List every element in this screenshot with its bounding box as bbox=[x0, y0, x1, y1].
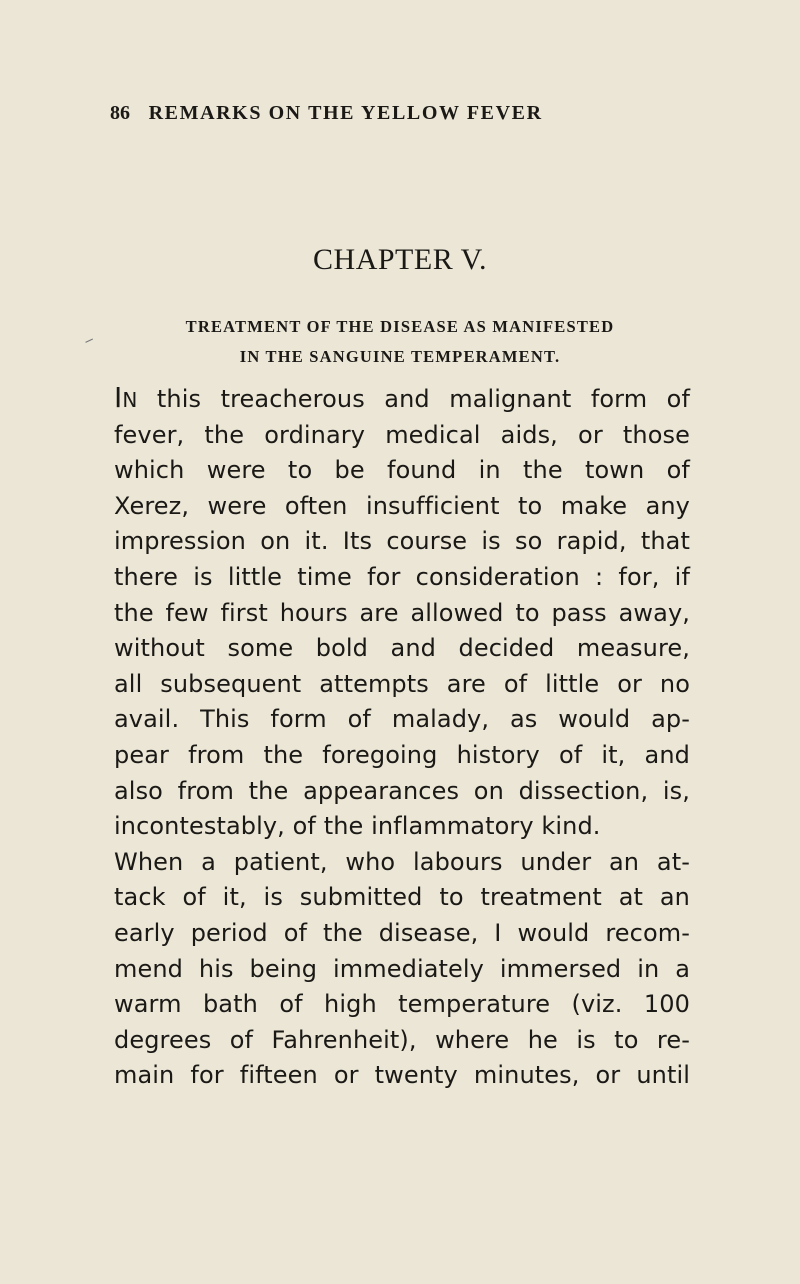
body-text bbox=[114, 380, 690, 1094]
text-line: impression on it. Its course is so rapid, that bbox=[114, 527, 690, 556]
text-line: Xerez, were often insufficient to make any bbox=[114, 491, 690, 520]
text-line: pear from the foregoing history of it, and bbox=[114, 740, 690, 769]
text-line: fever, the ordinary medical aids, or those bbox=[114, 420, 690, 449]
text-line: avail. This form of malady, as would ap- bbox=[114, 705, 690, 734]
chapter-subtitle-line: TREATMENT OF THE DISEASE AS MANIFESTED bbox=[185, 317, 615, 336]
text-line: which were to be found in the town of bbox=[114, 456, 690, 485]
text-line: main for fifteen or twenty minutes, or until bbox=[114, 1061, 690, 1090]
chapter-subtitle bbox=[112, 312, 688, 372]
text-line: without some bold and decided measure, bbox=[114, 634, 690, 663]
running-title: REMARKS ON THE YELLOW FEVER bbox=[148, 102, 543, 124]
text-line: all subsequent attempts are of little or no bbox=[114, 669, 690, 698]
text-line: warm bath of high temperature (viz. 100 bbox=[114, 990, 690, 1019]
text-line: the few first hours are allowed to pass away, bbox=[114, 598, 690, 627]
chapter-subtitle-line: IN THE SANGUINE TEMPERAMENT. bbox=[239, 347, 561, 366]
text-line: tack of it, is submitted to treatment at an bbox=[114, 883, 690, 912]
running-head bbox=[110, 102, 690, 125]
chapter-title: CHAPTER V. bbox=[313, 243, 487, 276]
page-number: 86 bbox=[110, 102, 130, 124]
opening-word: In bbox=[114, 381, 138, 414]
text-line: early period of the disease, I would recom- bbox=[114, 918, 690, 947]
text-line: incontestably, of the inflammatory kind. bbox=[114, 812, 601, 841]
text-line: mend his being immediately immersed in a bbox=[114, 954, 690, 983]
text-line: there is little time for consideration : for, if bbox=[114, 562, 690, 591]
text-line: degrees of Fahrenheit), where he is to re- bbox=[114, 1025, 690, 1054]
text-line: also from the appearances on dissection, is, bbox=[114, 776, 690, 805]
text-line: When a patient, who labours under an at- bbox=[114, 847, 690, 876]
margin-mark bbox=[85, 339, 94, 347]
text-line: In this treacherous and malignant form of bbox=[114, 381, 690, 414]
